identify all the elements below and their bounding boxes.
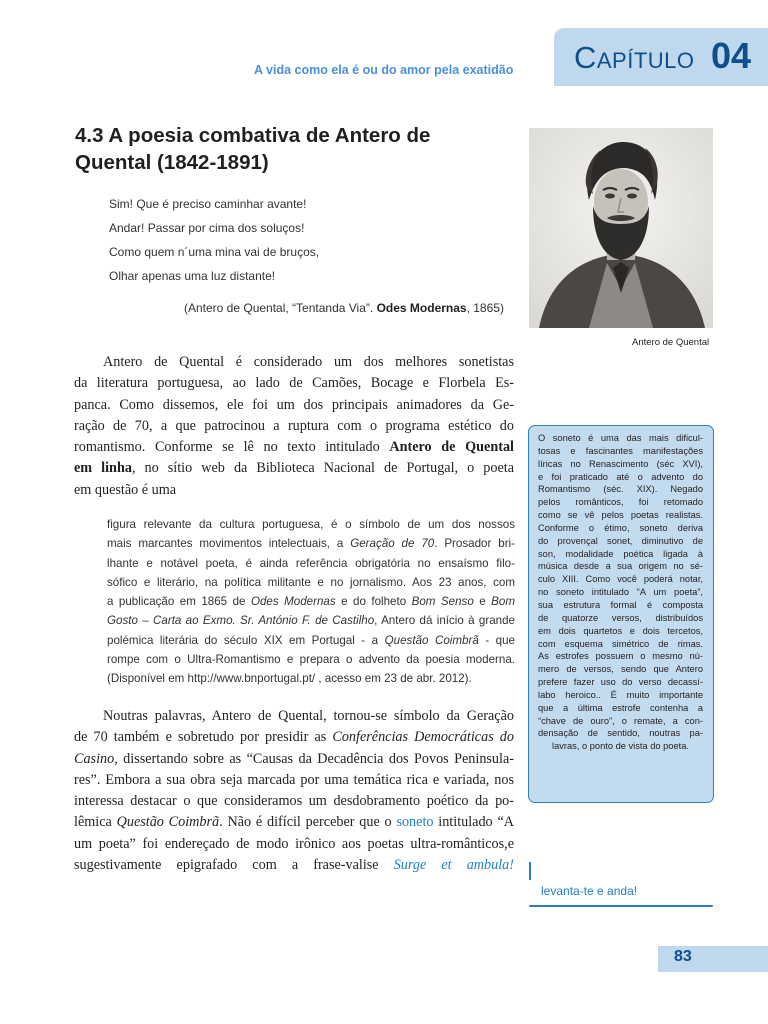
bold-title: Antero de Quental [389, 439, 514, 456]
text-line: em questão é uma [74, 481, 177, 498]
text-line [74, 458, 514, 479]
italic-span: Bom Senso [411, 595, 474, 609]
text-span: intitulado “A [433, 814, 514, 831]
poem-line: Olhar apenas uma luz distante! [109, 269, 276, 283]
poem-citation [184, 301, 514, 315]
note-line: labo heroico.. É muito importante [538, 689, 703, 700]
text-line: um poeta” foi endereçado de modo irônico aos poetas ultra-românticos,e [74, 835, 514, 852]
text-line [74, 812, 514, 833]
text-span: lêmica [74, 814, 117, 831]
quote-line: figura relevante da cultura portuguesa, é o símbolo de um dos nossos [107, 518, 515, 531]
poem-line: Sim! Que é preciso caminhar avante! [109, 197, 307, 211]
note-line: pelos românticos, foi retomado [538, 497, 703, 508]
note-line: “chave de ouro”, o remate, a con- [538, 715, 703, 726]
poem-epigraph [109, 195, 509, 291]
section-title [75, 122, 495, 176]
portrait-image [529, 128, 713, 328]
note-line: e foi praticado até o advento do [538, 471, 703, 482]
note-line: de quatorze versos, distribuídos [538, 612, 703, 623]
note-line: tosas e fascinantes manifestações [538, 445, 703, 456]
gloss-translation: levanta-te e anda! [541, 884, 638, 898]
text-line: res”. Embora a sua obra seja marcada por uma temática rica e variada, nos [74, 771, 514, 788]
note-line: O soneto é uma das mais dificul- [538, 433, 703, 443]
running-header: A vida como ela é ou do amor pela exatidão [254, 63, 514, 77]
note-line: do provençal sonet, diminutivo de [538, 535, 703, 546]
portrait-drawing [529, 128, 713, 328]
note-line: no soneto intitulado “A um poeta”, [538, 587, 703, 598]
text-span: , Antero dá início à grande [374, 614, 515, 628]
citation-prefix: (Antero de Quental, “Tentanda Via”. [184, 301, 377, 315]
chapter-label: Capítulo [574, 40, 695, 75]
text-line [74, 855, 514, 876]
note-line: densação de sentido, noutras pa- [538, 728, 703, 739]
quote-source: (Disponível em http://www.bnportugal.pt/ , acesso em 23 de abr. 2012). [107, 672, 472, 686]
page-number: 83 [674, 948, 692, 965]
italic-span: Geração de 70 [350, 537, 435, 551]
text-span: , no sítio web da Biblioteca Nacional de Portugal, o poeta [131, 460, 514, 477]
note-line: mero de versos, sendo que Antero [538, 664, 703, 675]
portrait-caption: Antero de Quental [632, 337, 710, 348]
citation-suffix: , 1865) [466, 301, 504, 315]
text-span: - que [478, 633, 515, 647]
note-line: Romantismo (séc. XIX). Negado [538, 484, 703, 495]
note-line: com esquema simétrico de rimas. [538, 638, 703, 649]
text-span: sugestivamente epigrafado com a frase-valise [74, 857, 394, 874]
chapter-number: 04 [711, 35, 752, 76]
text-span: mais marcantes movimentos intelectuais, a [107, 537, 351, 551]
quote-line [107, 592, 515, 611]
italic-span: Questão Coimbrã [384, 633, 479, 647]
text-span: romantismo. Conforme se lê no texto intitulado [74, 439, 390, 456]
note-line: lavras, o ponto de vista do poeta. [552, 741, 689, 752]
text-span: polémica literária do século XIX em Portugal - a [107, 633, 385, 647]
section-title-line: Quental (1842-1891) [75, 151, 269, 174]
body-paragraph [74, 352, 514, 501]
quote-line [107, 611, 515, 630]
text-span: de 70 também e sobretudo por presidir as [74, 729, 333, 746]
text-span: e do folheto [335, 595, 412, 609]
gloss-connector [529, 862, 531, 880]
italic-span: Casino [74, 750, 115, 767]
text-line [74, 727, 514, 748]
text-line: panca. Como dissemos, ele foi um dos principais animadores da Ge- [74, 396, 514, 413]
italic-span: Conferências Democráticas do [332, 729, 514, 746]
poem-line: Como quem n´uma mina vai de bruços, [109, 245, 320, 259]
text-line [74, 749, 514, 770]
surge-et-ambula-gloss-link[interactable]: Surge et ambula! [393, 857, 514, 874]
note-line: Conforme o étimo, soneto deriva [538, 522, 703, 533]
sidebar-note-text [538, 432, 703, 753]
section-title-line: 4.3 A poesia combativa de Antero de [75, 124, 431, 147]
italic-span: Odes Modernas [250, 595, 336, 609]
text-line: Antero de Quental é considerado um dos melhores sonetistas [103, 354, 514, 370]
note-line: que a última estrofe contenha a [538, 702, 703, 713]
body-paragraph [74, 706, 514, 876]
quote-line: sófico e literário, na política militante e no jornalismo. Aos 23 anos, com [107, 575, 515, 589]
quote-line [107, 534, 515, 553]
quote-line: rompe com o Ultra-Romantismo e prepara o advento da poesia moderna. [107, 653, 515, 667]
text-span: . Não é difícil perceber que o [219, 814, 397, 831]
text-span: e [473, 595, 492, 609]
quote-line [107, 631, 515, 650]
poem-line: Andar! Passar por cima dos soluços! [109, 221, 305, 235]
text-span: , dissertando sobre as “Causas da Decadência dos Povos Peninsula- [114, 750, 514, 767]
text-line: ração de 70, a que patrocinou a ruptura com o programa estético do [74, 417, 514, 434]
italic-span: Bom [491, 595, 515, 609]
bold-title: em linha [74, 460, 132, 477]
note-line: sua estrutura formal é composta [538, 599, 703, 610]
text-line: Noutras palavras, Antero de Quental, tornou-se símbolo da Geração [103, 708, 514, 724]
note-line: prefere fazer uso do verso decassí- [538, 677, 703, 688]
note-line: música desde a sua origem no sé- [538, 561, 703, 572]
text-line: da literatura portuguesa, ao lado de Camões, Bocage e Florbela Es- [74, 375, 514, 392]
soneto-gloss-link[interactable]: soneto [396, 814, 434, 831]
note-line: culo XIII. Como você poderá notar, [538, 574, 703, 585]
note-line: As estrofes possuem o mesmo nú- [538, 651, 703, 662]
note-line: como se vê pelos poetas realistas. [538, 510, 703, 521]
text-span: . Prosador bri- [434, 537, 515, 551]
text-line: interessa destacar o que consideramos um desdobramento poético da po- [74, 793, 514, 810]
note-line: em dois quartetos e dois tercetos, [538, 625, 703, 636]
citation-work: Odes Modernas [376, 301, 467, 315]
italic-span: Gosto – Carta ao Exmo. Sr. António F. de Castilho [107, 614, 375, 628]
italic-span: Questão Coimbrã [116, 814, 220, 831]
text-span: a publicação em 1865 de [107, 595, 251, 609]
note-line: líricas no Renascimento (séc XVI), [538, 458, 703, 469]
block-quote [107, 515, 515, 689]
gloss-underline [529, 905, 713, 907]
note-line: son, modalidade poética ligada à [538, 548, 703, 559]
quote-line: lhante e notável poeta, é ainda referência obrigatória no ensaísmo filo- [107, 556, 515, 570]
text-line [74, 437, 514, 458]
